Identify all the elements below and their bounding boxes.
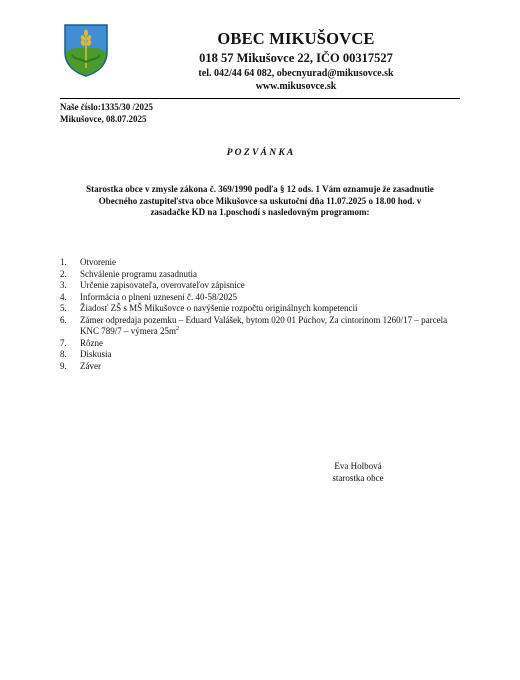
agenda-number: 7. [60,337,67,348]
agenda-text: Informácia o plnení uznesení č. 40-58/2025 [80,291,237,302]
org-contact: tel. 042/44 64 082, obecnyurad@mikusovce.sk [198,68,394,79]
org-name: OBEC MIKUŠOVCE [217,29,375,48]
document-meta [60,101,153,125]
agenda-list [60,257,460,372]
superscript-exponent: 2 [176,326,179,332]
agenda-text: Diskusia [80,349,112,359]
agenda-number: 1. [60,257,67,267]
invitation-intro: Starostka obce v zmysle zákona č. 369/1990 podľa § 12 ods. 1 Vám oznamuje že zasadnutie Obecného zastupiteľstva obce Mikušovce sa uskutoční dňa 11.07.2025 o 18.00 hod. v zasadačke KD na 1.poschodí s nasledovným programom: [86,184,434,217]
org-website: www.mikusovce.sk [255,81,337,92]
signature-block [318,461,398,484]
agenda-text: Otvorenie [80,257,116,267]
agenda-text: Záver [80,360,101,371]
document-title: P O Z V Á N K A [226,148,294,158]
coat-of-arms-icon [62,22,110,78]
letterhead [120,30,472,93]
agenda-item [60,361,460,373]
agenda-number: 9. [60,360,67,371]
agenda-item [60,269,460,281]
agenda-number: 8. [60,349,67,359]
agenda-number: 5. [60,303,67,313]
agenda-text: Zámer odpredaja pozemku – Eduard Valášek, bytom 020 01 Púchov, Za cintorínom 1260/17 – parcela KNC 789/7 – výmera 25m [80,314,448,336]
header-divider [60,98,460,99]
agenda-number: 3. [60,280,67,290]
signatory-name: Eva Holbová [334,461,382,471]
agenda-item [60,257,460,269]
agenda-text: Určenie zapisovateľa, overovateľov zápisnice [80,280,245,290]
agenda-item [60,338,460,350]
signatory-role: starostka obce [332,472,384,483]
place-date: Mikušovce, 08.07.2025 [60,114,147,124]
agenda-item [60,303,460,315]
agenda-text: Rôzne [80,337,103,348]
agenda-item [60,280,460,292]
agenda-item [60,315,460,338]
agenda-number: 4. [60,291,67,302]
agenda-text: Schválenie programu zasadnutia [80,268,197,279]
agenda-text: Žiadosť ZŠ s MŠ Mikušovce o navýšenie rozpočtu originálnych kompetencií [80,303,358,313]
org-address: 018 57 Mikušovce 22, IČO 00317527 [199,51,393,65]
agenda-item [60,292,460,304]
agenda-text-with-unit [80,315,460,338]
agenda-number: 6. [60,314,67,325]
agenda-number: 2. [60,268,67,279]
agenda-item [60,349,460,361]
reference-number: Naše číslo:1335/30 /2025 [60,102,153,112]
